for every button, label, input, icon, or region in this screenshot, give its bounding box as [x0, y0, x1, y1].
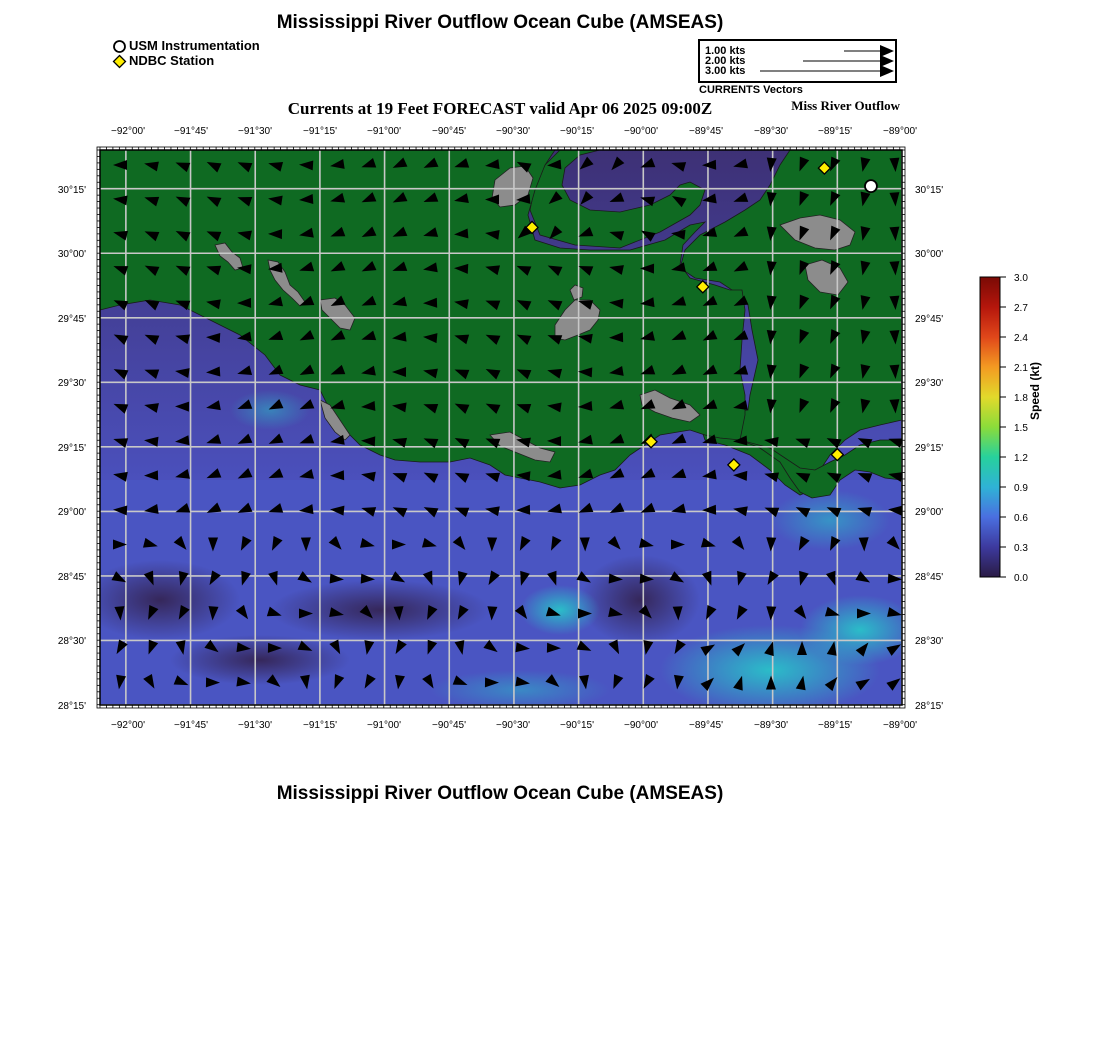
lon-tick-label: −92°00' [111, 720, 145, 731]
colorbar-tick-label: 0.6 [1014, 513, 1028, 524]
lon-tick-label: −89°00' [883, 720, 917, 731]
lon-tick-label: −90°00' [624, 720, 658, 731]
lat-tick-label: 30°15' [57, 185, 86, 196]
lon-tick-label: −89°30' [754, 720, 788, 731]
lon-tick-label: −89°15' [818, 126, 852, 137]
usm-station-marker [865, 180, 877, 192]
vector-legend-row: 3.00 kts [705, 65, 746, 77]
lat-tick-label: 29°15' [915, 443, 944, 454]
lat-tick-label: 28°15' [915, 701, 944, 712]
outflow-label: Miss River Outflow [791, 98, 900, 113]
vector-legend-row: 2.00 kts [705, 55, 746, 67]
lat-tick-label: 28°45' [915, 572, 944, 583]
colorbar-tick-label: 3.0 [1014, 273, 1028, 284]
lon-tick-label: −90°30' [496, 720, 530, 731]
colorbar-tick-label: 0.9 [1014, 483, 1028, 494]
lon-tick-label: −92°00' [111, 126, 145, 137]
lon-tick-label: −90°15' [560, 720, 594, 731]
lon-tick-label: −91°30' [238, 126, 272, 137]
lat-tick-label: 29°45' [915, 314, 944, 325]
lat-tick-label: 29°30' [915, 378, 944, 389]
lat-tick-label: 28°30' [915, 636, 944, 647]
colorbar-tick-label: 1.2 [1014, 453, 1028, 464]
lon-tick-label: −89°30' [754, 126, 788, 137]
colorbar-label: Speed (kt) [1028, 361, 1042, 420]
lon-tick-label: −90°15' [560, 126, 594, 137]
colorbar-tick-label: 2.1 [1014, 363, 1028, 374]
lon-tick-label: −90°45' [432, 720, 466, 731]
lat-tick-label: 30°00' [915, 249, 944, 260]
lon-tick-label: −90°30' [496, 126, 530, 137]
usm-legend-label: USM Instrumentation [129, 38, 260, 53]
lon-tick-label: −91°45' [174, 126, 208, 137]
lon-tick-label: −90°00' [624, 126, 658, 137]
lat-tick-label: 30°15' [915, 185, 944, 196]
lon-tick-label: −91°45' [174, 720, 208, 731]
lat-tick-label: 28°15' [57, 701, 86, 712]
colorbar-ramp [980, 277, 1000, 577]
lat-tick-label: 29°45' [57, 314, 86, 325]
lon-tick-label: −91°15' [303, 126, 337, 137]
lat-tick-label: 30°00' [57, 249, 86, 260]
lat-tick-label: 29°00' [915, 507, 944, 518]
lat-labels-right [915, 185, 943, 712]
lat-tick-label: 28°30' [57, 636, 86, 647]
lat-tick-label: 29°15' [57, 443, 86, 454]
colorbar-tick-label: 0.0 [1014, 573, 1028, 584]
colorbar-tick-label: 2.4 [1014, 333, 1028, 344]
colorbar-tick-label: 2.7 [1014, 303, 1028, 314]
colorbar-tick-label: 0.3 [1014, 543, 1028, 554]
colorbar-tick-label: 1.8 [1014, 393, 1028, 404]
lon-tick-label: −91°00' [367, 720, 401, 731]
vector-legend-caption: CURRENTS Vectors [699, 84, 803, 96]
lon-tick-label: −91°15' [303, 720, 337, 731]
lon-tick-label: −89°45' [689, 720, 723, 731]
lat-tick-label: 29°00' [57, 507, 86, 518]
lon-tick-label: −91°30' [238, 720, 272, 731]
lon-tick-label: −91°00' [367, 126, 401, 137]
page-title: Mississippi River Outflow Ocean Cube (AMSEAS) [276, 12, 724, 33]
page-title-repeat: Mississippi River Outflow Ocean Cube (AMSEAS) [276, 783, 724, 804]
lon-tick-label: −89°15' [818, 720, 852, 731]
vector-legend-row: 1.00 kts [705, 45, 746, 57]
lon-labels-bottom [111, 720, 917, 731]
lat-labels-left [58, 185, 86, 712]
speed-colorbar [978, 273, 1028, 584]
lon-tick-label: −90°45' [432, 126, 466, 137]
map-subtitle: Currents at 19 Feet FORECAST valid Apr 06 2025 09:00Z [287, 99, 713, 118]
lat-tick-label: 28°45' [57, 572, 86, 583]
map-body [80, 150, 920, 715]
lat-tick-label: 29°30' [57, 378, 86, 389]
ndbc-legend-label: NDBC Station [129, 53, 215, 68]
colorbar-ticks [1000, 273, 1028, 584]
lon-labels-top [111, 126, 917, 137]
colorbar-tick-label: 1.5 [1014, 423, 1028, 434]
lon-tick-label: −89°45' [689, 126, 723, 137]
lon-tick-label: −89°00' [883, 126, 917, 137]
